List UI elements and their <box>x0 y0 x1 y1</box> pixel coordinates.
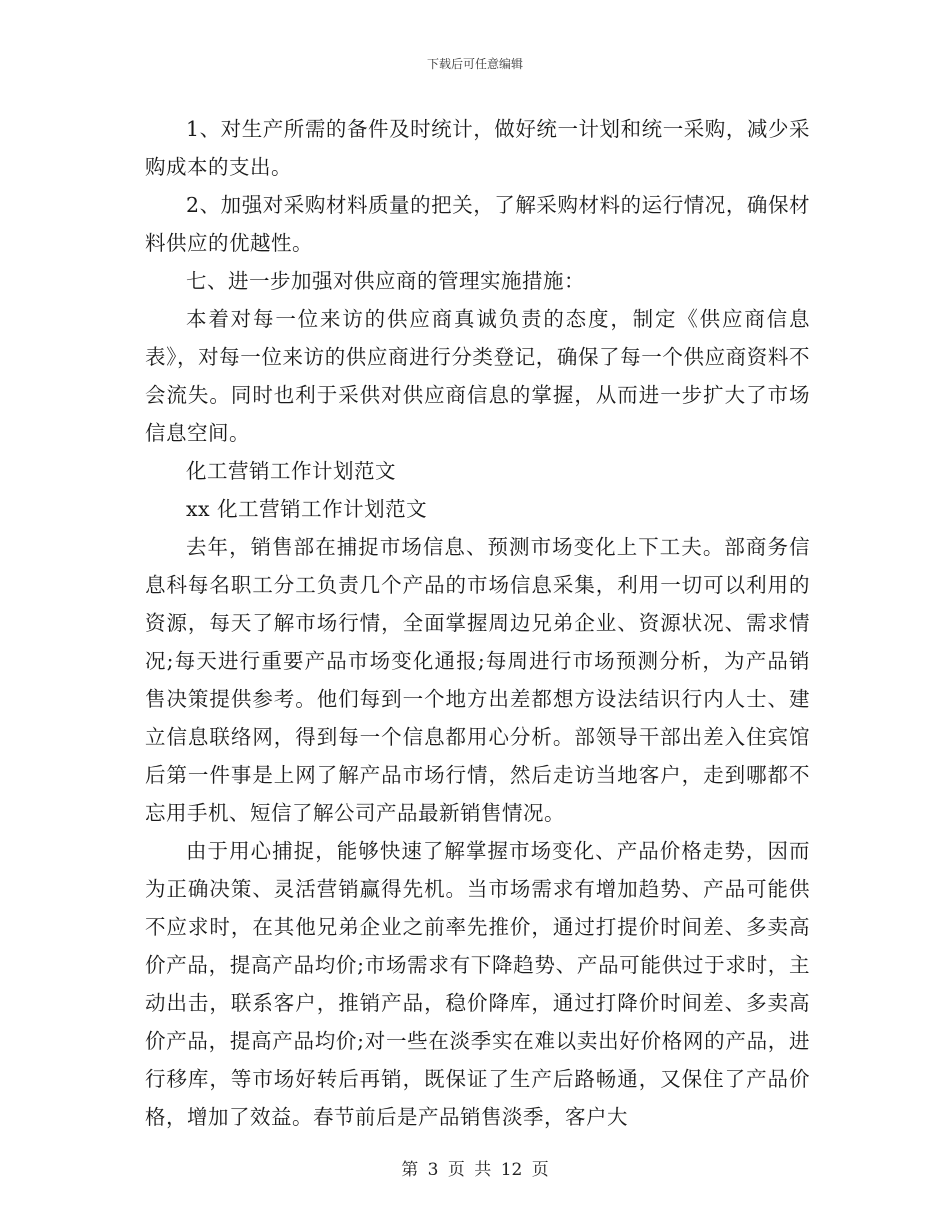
paragraph-last-year: 去年，销售部在捕捉市场信息、预测市场变化上下工夫。部商务信息科每名职工分工负责几个产品的市场信息采集，利用一切可以利用的资源，每天了解市场行情，全面掌握周边兄弟企业、资源状况、需求情况;每天进行重要产品市场变化通报;每周进行市场预测分析，为产品销售决策提供参考。他们每到一个地方出差都想方设法结识行内人士、建立信息联络网，得到每一个信息都用心分析。部领导干部出差入住宾馆后第一件事是上网了解产品市场行情，然后走访当地客户，走到哪都不忘用手机、短信了解公司产品最新销售情况。 <box>145 535 810 825</box>
document-body <box>145 110 810 1136</box>
section-heading: 七、进一步加强对供应商的管理实施措施： <box>186 269 585 293</box>
paragraph-capture: 由于用心捕捉，能够快速了解掌握市场变化、产品价格走势，因而为正确决策、灵活营销赢得先机。当市场需求有增加趋势、产品可能供不应求时，在其他兄弟企业之前率先推价，通过打提价时间差、多卖高价产品，提高产品均价;市场需求有下降趋势、产品可能供过于求时，主动出击，联系客户，推销产品，稳价降库，通过打降价时间差、多卖高价产品，提高产品均价;对一些在淡季实在难以卖出好价格网的产品，进行移库，等市场好转后再销，既保证了生产后路畅通，又保住了产品价格，增加了效益。春节前后是产品销售淡季，客户大 <box>145 839 810 1129</box>
article-title: 化工营销工作计划范文 <box>186 459 396 483</box>
paragraph-item-1: 1、对生产所需的备件及时统计，做好统一计划和统一采购，减少采购成本的支出。 <box>145 117 810 179</box>
article-subtitle: xx 化工营销工作计划范文 <box>186 497 428 521</box>
page-footer: 第 3 页 共 12 页 <box>401 1160 549 1180</box>
paragraph-supplier: 本着对每一位来访的供应商真诚负责的态度，制定《供应商信息表》，对每一位来访的供应商进行分类登记，确保了每一个供应商资料不会流失。同时也利于采供对供应商信息的掌握，从而进一步扩大了市场信息空间。 <box>145 307 810 445</box>
paragraph-item-2: 2、加强对采购材料质量的把关，了解采购材料的运行情况，确保材料供应的优越性。 <box>145 193 810 255</box>
page-header: 下载后可任意编辑 <box>426 57 523 71</box>
